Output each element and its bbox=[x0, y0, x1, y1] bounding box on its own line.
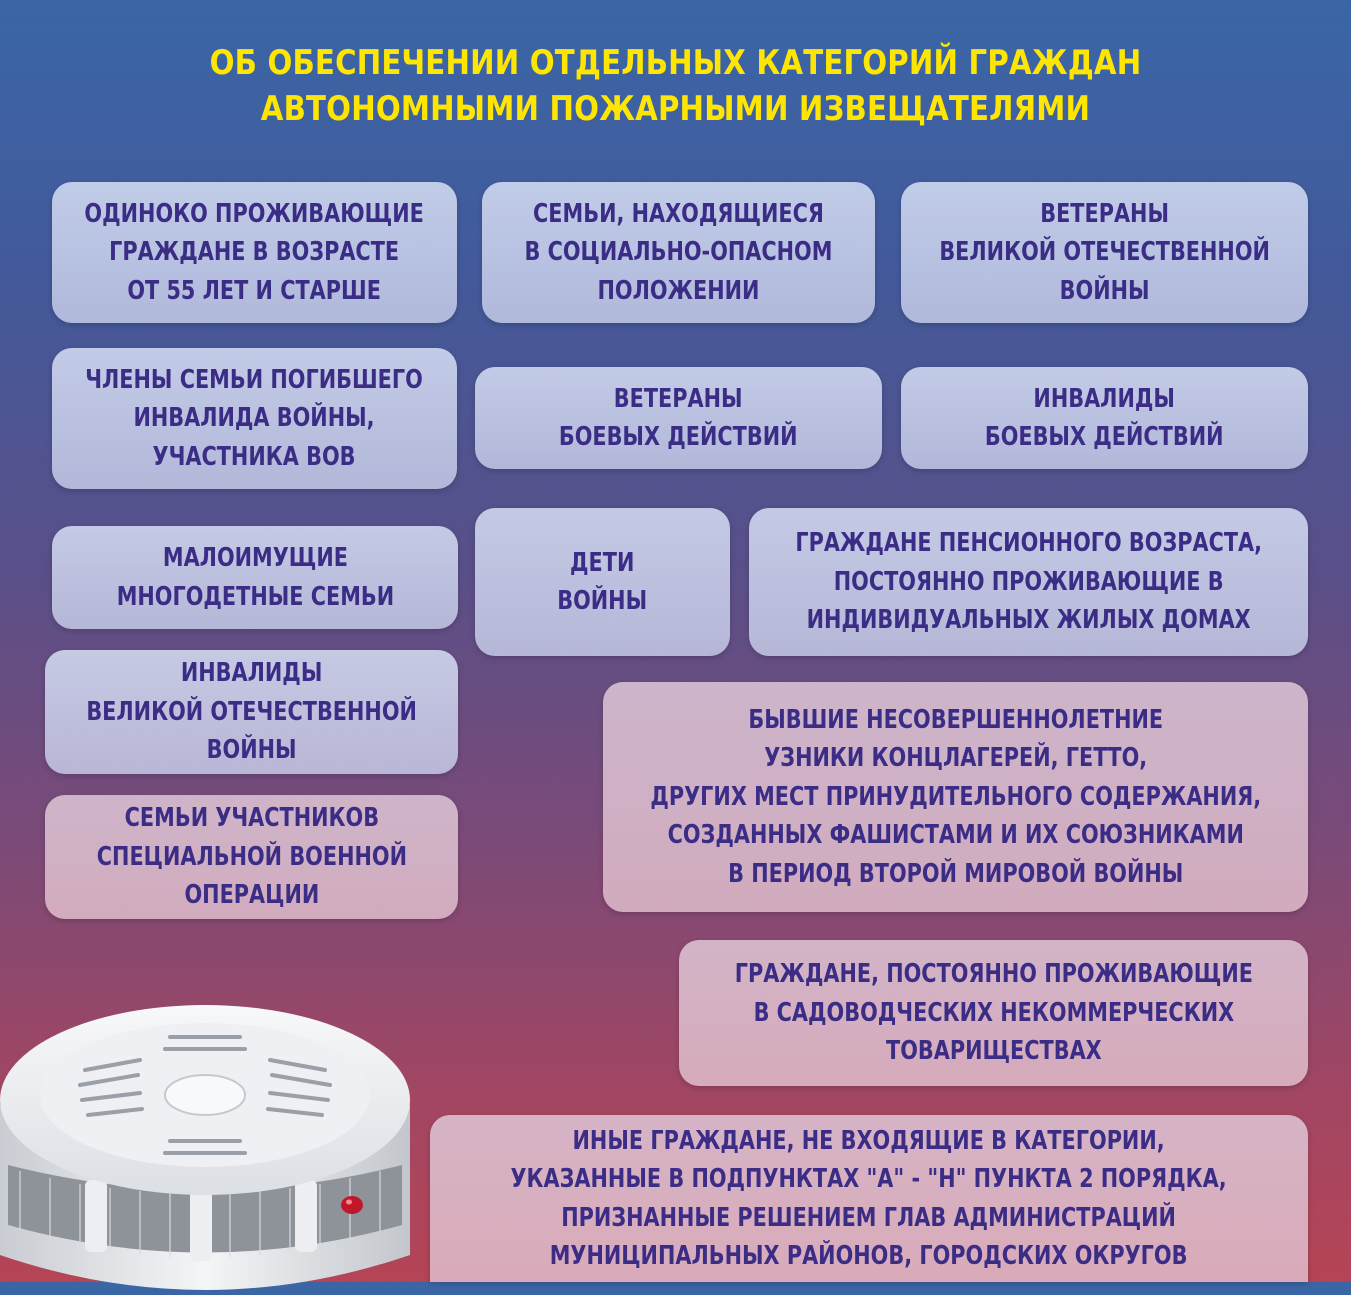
category-line: ПОЛОЖЕНИИ bbox=[597, 275, 760, 306]
category-line: ВЕЛИКОЙ ОТЕЧЕСТВЕННОЙ bbox=[939, 237, 1270, 268]
category-line: ВОЙНЫ bbox=[206, 735, 297, 766]
category-line: ГРАЖДАНЕ, ПОСТОЯННО ПРОЖИВАЮЩИЕ bbox=[734, 959, 1253, 990]
category-line: ВЕТЕРАНЫ bbox=[1040, 198, 1169, 229]
category-line: МНОГОДЕТНЫЕ СЕМЬИ bbox=[116, 581, 394, 612]
title-line-2: АВТОНОМНЫМИ ПОЖАРНЫМИ ИЗВЕЩАТЕЛЯМИ bbox=[260, 89, 1091, 129]
category-line: МАЛОИМУЩИЕ bbox=[162, 543, 348, 573]
category-families-at-risk bbox=[482, 182, 875, 323]
category-line: ЧЛЕНЫ СЕМЬИ ПОГИБШЕГО bbox=[85, 364, 424, 395]
category-line: ДРУГИХ МЕСТ ПРИНУДИТЕЛЬНОГО СОДЕРЖАНИЯ, bbox=[650, 781, 1261, 812]
smoke-detector-icon bbox=[0, 975, 420, 1295]
category-line: ПРИЗНАННЫЕ РЕШЕНИЕМ ГЛАВ АДМИНИСТРАЦИЙ bbox=[561, 1202, 1177, 1233]
category-line: ОТ 55 ЛЕТ И СТАРШЕ bbox=[127, 275, 382, 306]
category-line: ТОВАРИЩЕСТВАХ bbox=[885, 1036, 1102, 1067]
category-line: СОЗДАННЫХ ФАШИСТАМИ И ИХ СОЮЗНИКАМИ bbox=[667, 820, 1244, 851]
category-combat-veterans bbox=[475, 367, 882, 469]
category-line: ДЕТИ bbox=[570, 547, 635, 578]
category-line: ИНДИВИДУАЛЬНЫХ ЖИЛЫХ ДОМАХ bbox=[806, 605, 1251, 636]
category-line: ИНВАЛИДЫ bbox=[1033, 383, 1176, 414]
category-line: УКАЗАННЫЕ В ПОДПУНКТАХ "А" - "Н" ПУНКТА 2 ПОРЯДКА, bbox=[510, 1164, 1228, 1194]
category-wwii-disabled bbox=[45, 650, 458, 774]
category-low-income-large-families bbox=[52, 526, 458, 629]
category-line: В ПЕРИОД ВТОРОЙ МИРОВОЙ ВОЙНЫ bbox=[727, 858, 1184, 889]
category-family-of-fallen bbox=[52, 348, 457, 489]
category-line: БЫВШИЕ НЕСОВЕРШЕННОЛЕТНИЕ bbox=[748, 704, 1163, 735]
category-line: ИНВАЛИДА ВОЙНЫ, bbox=[133, 403, 376, 434]
category-line: БОЕВЫХ ДЕЙСТВИЙ bbox=[559, 422, 798, 452]
category-line: ОДИНОКО ПРОЖИВАЮЩИЕ bbox=[84, 198, 425, 229]
category-combat-disabled bbox=[901, 367, 1308, 469]
category-line: В СОЦИАЛЬНО-ОПАСНОМ bbox=[524, 237, 833, 268]
category-lonely-elderly bbox=[52, 182, 457, 323]
category-children-of-war bbox=[475, 508, 730, 656]
category-line: СЕМЬИ УЧАСТНИКОВ bbox=[124, 803, 379, 834]
category-line: ГРАЖДАНЕ В ВОЗРАСТЕ bbox=[109, 237, 400, 268]
category-line: СЕМЬИ, НАХОДЯЩИЕСЯ bbox=[533, 198, 824, 229]
category-line: ВЕТЕРАНЫ bbox=[614, 383, 743, 414]
category-line: ГРАЖДАНЕ ПЕНСИОННОГО ВОЗРАСТА, bbox=[795, 528, 1262, 559]
category-svo-families bbox=[45, 795, 458, 919]
category-garden-partnerships bbox=[679, 940, 1308, 1086]
category-line: ИНВАЛИДЫ bbox=[180, 658, 323, 689]
category-line: ВОЙНЫ bbox=[557, 586, 648, 616]
category-line: В САДОВОДЧЕСКИХ НЕКОММЕРЧЕСКИХ bbox=[753, 997, 1234, 1028]
category-line: ВЕЛИКОЙ ОТЕЧЕСТВЕННОЙ bbox=[86, 696, 417, 727]
category-line: ВОЙНЫ bbox=[1059, 275, 1150, 306]
category-line: ПОСТОЯННО ПРОЖИВАЮЩИЕ В bbox=[833, 566, 1224, 597]
category-other-citizens bbox=[430, 1115, 1308, 1282]
category-line: УЧАСТНИКА ВОВ bbox=[153, 441, 356, 472]
category-pensioners-private-houses bbox=[749, 508, 1308, 656]
category-line: ОПЕРАЦИИ bbox=[184, 880, 319, 911]
title-line-1: ОБ ОБЕСПЕЧЕНИИ ОТДЕЛЬНЫХ КАТЕГОРИЙ ГРАЖДАН bbox=[209, 43, 1142, 83]
category-former-minor-prisoners bbox=[603, 682, 1308, 912]
category-line: УЗНИКИ КОНЦЛАГЕРЕЙ, ГЕТТО, bbox=[764, 743, 1147, 774]
page-title bbox=[95, 40, 1257, 132]
category-line: БОЕВЫХ ДЕЙСТВИЙ bbox=[985, 422, 1224, 452]
category-line: СПЕЦИАЛЬНОЙ ВОЕННОЙ bbox=[96, 841, 407, 872]
category-line: ИНЫЕ ГРАЖДАНЕ, НЕ ВХОДЯЩИЕ В КАТЕГОРИИ, bbox=[572, 1125, 1166, 1156]
category-line: МУНИЦИПАЛЬНЫХ РАЙОНОВ, ГОРОДСКИХ ОКРУГОВ bbox=[550, 1241, 1188, 1271]
category-wwii-veterans bbox=[901, 182, 1308, 323]
